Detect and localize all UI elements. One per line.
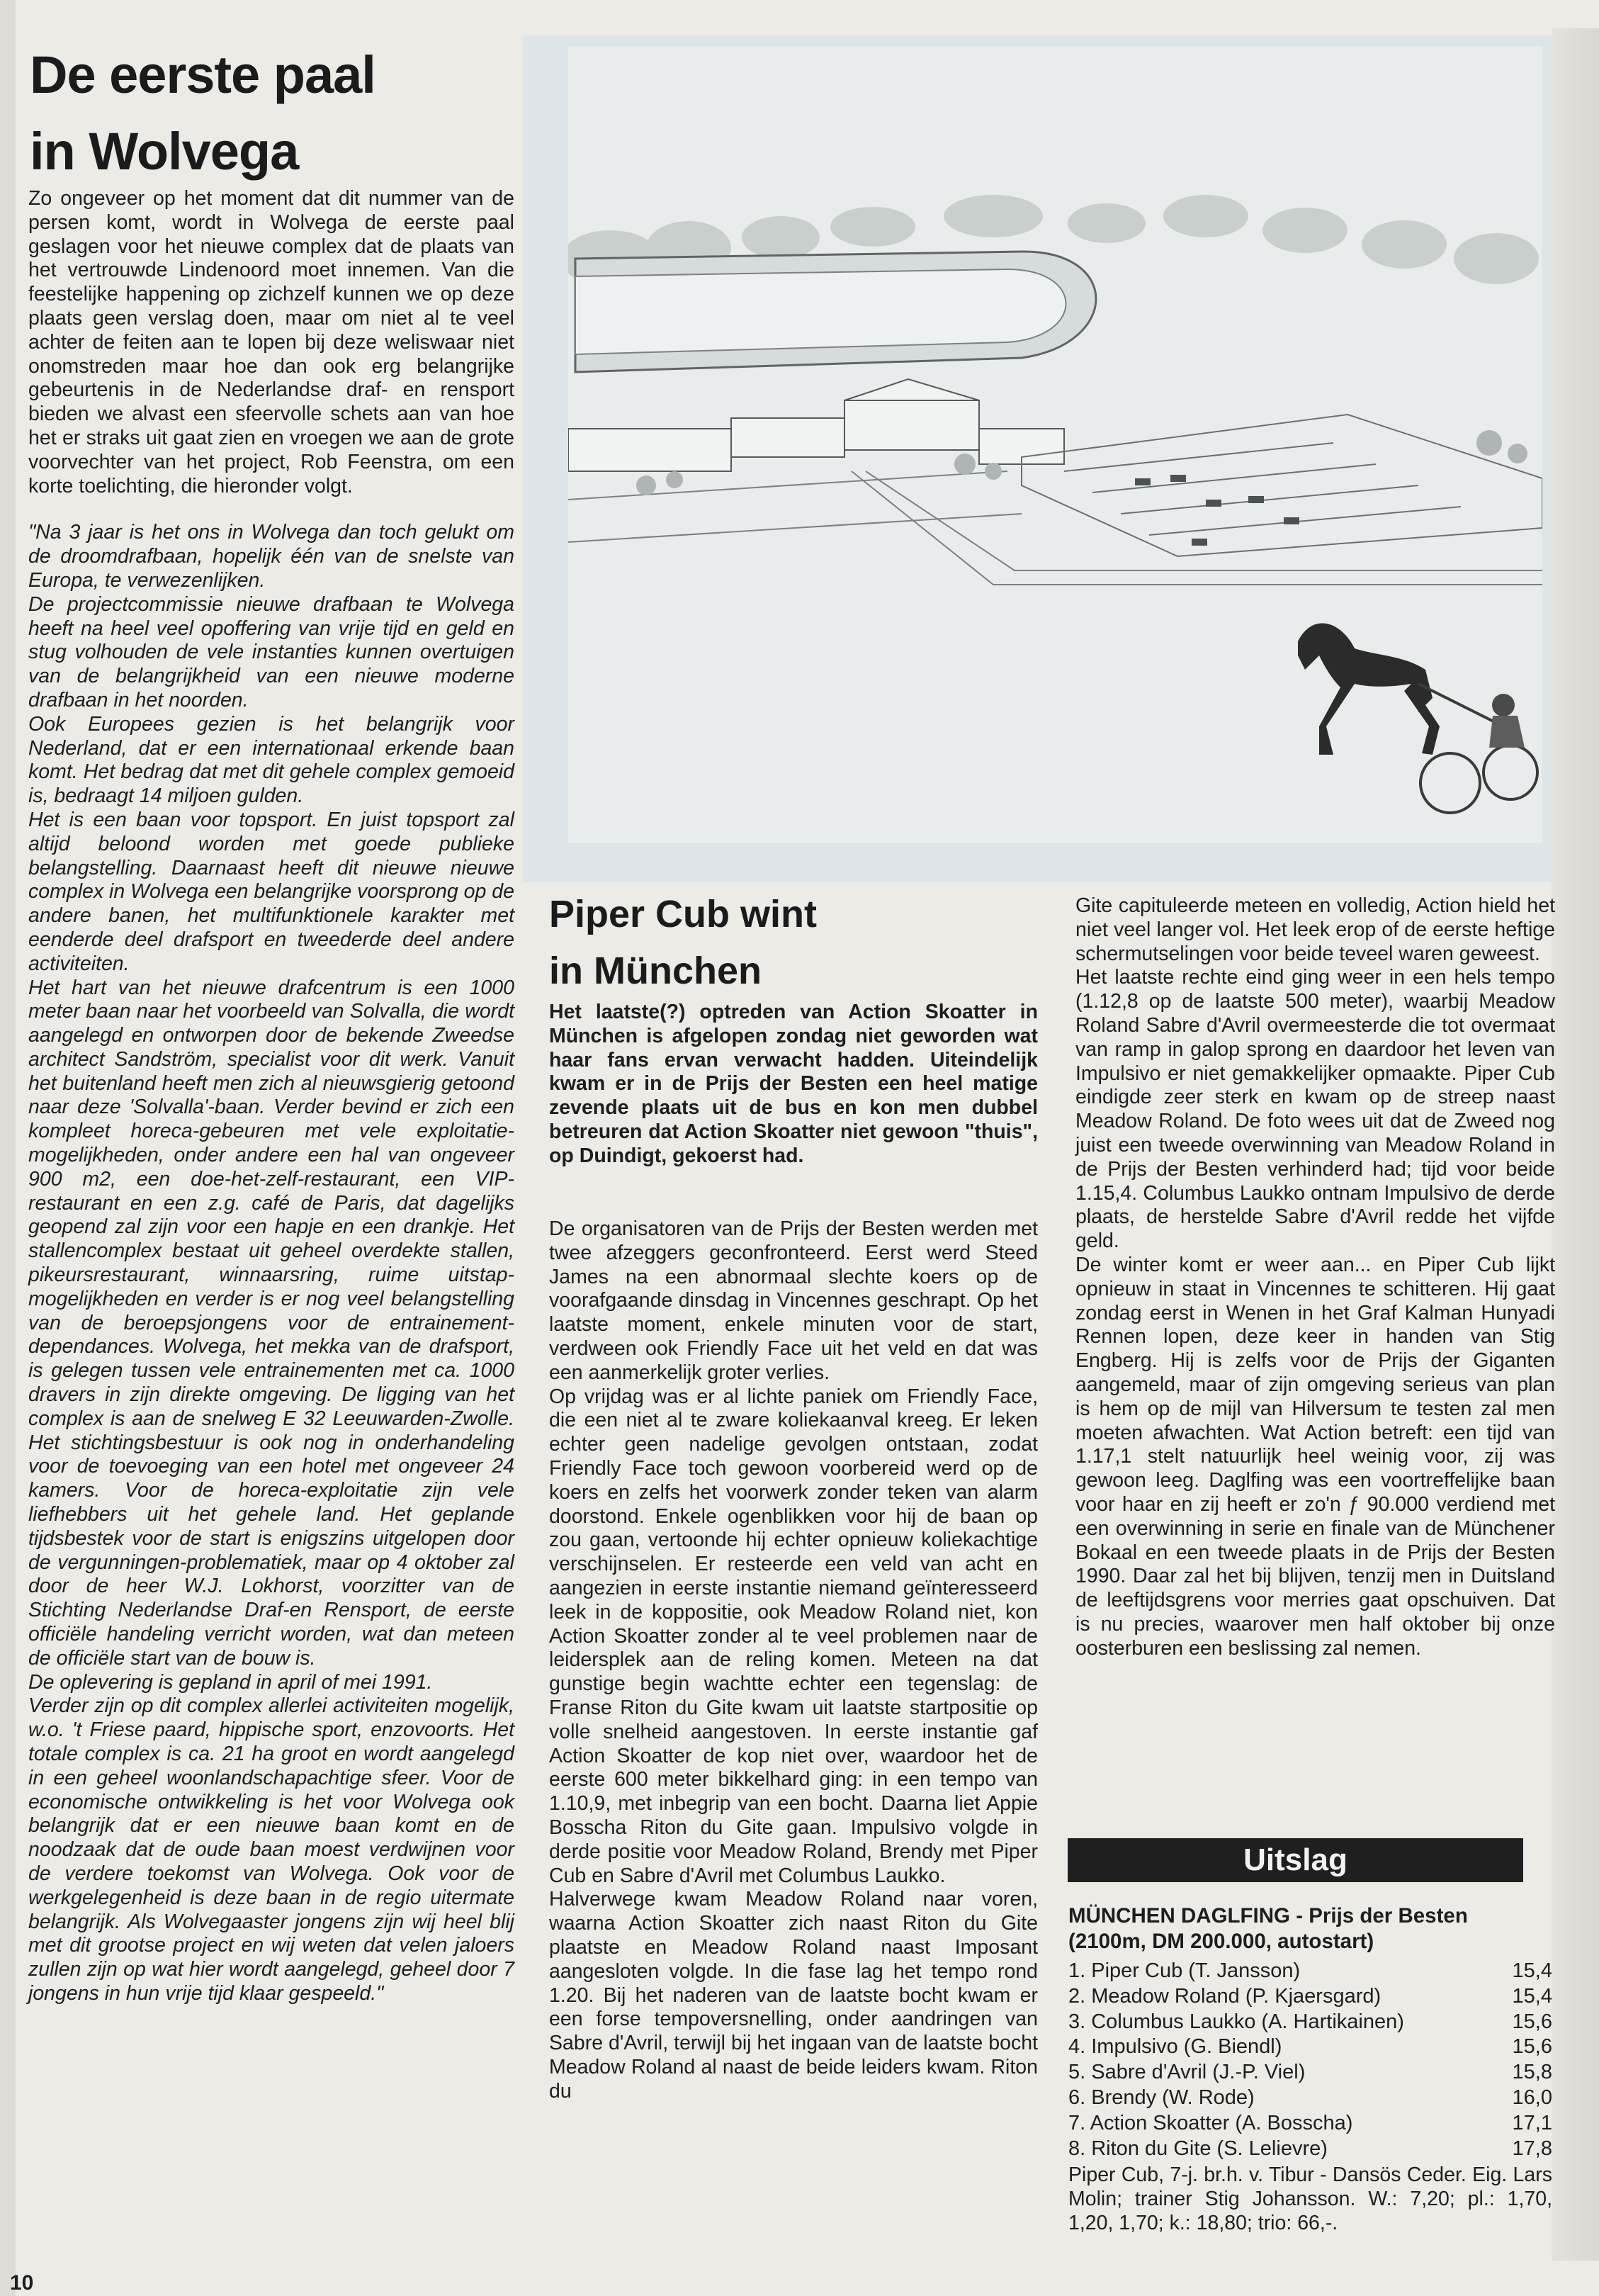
results-header: Uitslag: [1068, 1838, 1523, 1882]
result-time: 15,6: [1512, 2035, 1552, 2059]
result-row: [1068, 2137, 1552, 2162]
result-name: 8. Riton du Gite (S. Lelievre): [1068, 2137, 1328, 2160]
article2-title-line1: Piper Cub wint: [549, 893, 817, 935]
result-name: 3. Columbus Laukko (A. Hartikainen): [1068, 2010, 1404, 2033]
result-name: 2. Meadow Roland (P. Kjaersgard): [1068, 1984, 1382, 2008]
quote-paragraph: "Na 3 jaar is het ons in Wolvega dan toch gelukt om de droomdrafbaan, hopelijk één van de snelste van Europa, te verwezenlijken.: [28, 521, 514, 592]
result-row: [1068, 2111, 1552, 2137]
quote-paragraph: Verder zijn op dit complex allerlei activiteiten mogelijk, w.o. 't Friese paard, hippische sport, enzovoorts. Het totale complex is ca. 21 ha groot en wordt aangelegd in een geheel woonlandschapachtige sfeer. Voor de economische ontwikkeling is het voor Wolvega ook belangrijk dat er een nieuwe baan komt en de noodzaak dat de oude baan moest verdwijnen voor de verdere toekomst van Wolvega. Ook voor de werkgelegenheid is deze baan in de regio uitermate belangrijk. Als Wolvegaaster jongens zijn wij heel blij met dit grootse project en wij weten dat velen jaloers zullen zijn op wat hier wordt aangelegd, geheel door 7 jongens in hun vrije tijd klaar gespeeld.": [28, 1694, 514, 2005]
results-footer: Piper Cub, 7-j. br.h. v. Tibur - Dansös Ceder. Eig. Lars Molin; trainer Stig Johansson. W.: 7,20; pl.: 1,70, 1,20, 1,70; k.: 18,80; trio: 66,-.: [1068, 2163, 1552, 2234]
racetrack-sketch-illustration: [568, 46, 1542, 843]
result-time: 15,8: [1512, 2061, 1552, 2084]
page-gutter: [0, 0, 16, 2296]
adjacent-page-bleed: [1552, 28, 1599, 2261]
article2-lead: Het laatste(?) optreden van Action Skoatter in München is afgelopen zondag niet geworden wat haar fans ervan verwacht hadden. Uiteindelijk kwam er in de Prijs der Besten een heel matige zevende plaats uit de bus en kon men dubbel betreuren dat Action Skoatter niet gewoon "thuis", op Duindigt, gekoerst had.: [549, 1001, 1038, 1167]
article2-paragraph: De winter komt er weer aan... en Piper Cub lijkt opnieuw in staat in Vincennes te schitteren. Hij gaat zondag eerst in Wenen in het Graf Kalman Hunyadi Rennen lopen, deze keer in handen van Stig Engberg. Hij is zelfs voor de Prijs der Giganten aangemeld, maar of zijn omgeving serieus van plan is hem op de mijl van Hilversum te testen zal men moeten afwachten. Wat Action betreft: een tijd van 1.17,1 stelt natuurlijk heel weinig voor, zij was gewoon leeg. Daglfing was een voortreffelijke baan voor haar en zij heeft er zo'n ƒ 90.000 verdiend met een overwinning in serie en finale van de Münchener Bokaal en een tweede plaats in de Prijs der Besten 1990. Daar zal het bij blijven, tenzij men in Duitsland de leeftijdsgrens voor merries gaat opschuiven. Dat is nu precies, waarover men half oktober bij onze oosterburen een beslissing zal nemen.: [1075, 1253, 1555, 1660]
result-time: 15,4: [1512, 1984, 1552, 2008]
result-row: [1068, 1959, 1552, 1984]
article1-body: [28, 187, 514, 2006]
result-name: 7. Action Skoatter (A. Bosscha): [1068, 2111, 1353, 2134]
results-list: [1068, 1959, 1552, 2161]
racetrack-sketch: [568, 46, 1542, 843]
result-row: [1068, 2086, 1552, 2111]
quote-paragraph: De projectcommissie nieuwe drafbaan te Wolvega heeft na heel veel opoffering van vrije tijd en geld en stug volhouden de vele instanties kunnen overtuigen van de belangrijkheid van een nieuwe moderne drafbaan in het noorden.: [28, 592, 514, 711]
result-row: [1068, 2035, 1552, 2060]
quote-paragraph: De oplevering is gepland in april of mei 1991.: [28, 1670, 433, 1694]
result-name: 4. Impulsivo (G. Biendl): [1068, 2035, 1282, 2059]
article2-paragraph: De organisatoren van de Prijs der Besten werden met twee afzeggers geconfronteerd. Eerst werd Steed James na een abnormaal slechte koers op de voorafgaande dinsdag in Vincennes geschrapt. Op het laatste moment, enkele minuten voor de start, verdween ook Friendly Face uit het veld en dat was een aanmerkelijk groter verlies.: [549, 1217, 1038, 1384]
oval-track: [575, 252, 1096, 372]
result-row: [1068, 2060, 1552, 2086]
result-row: [1068, 1984, 1552, 2010]
article2-column1: [549, 1217, 1038, 2103]
article2-paragraph: Op vrijdag was er al lichte paniek om Friendly Face, die een niet al te zware koliekaanval kreeg. Er leken echter geen nadelige gevolgen ontstaan, zodat Friendly Face toch gewoon voorbereid werd op de koers en zelfs het voorwerk zonder teken van alarm doorstond. Enkele ogenblikken voor hij de baan op zou gaan, vertoonde hij echter opnieuw koliekachtige verschijnselen. Er resteerde een veld van acht en aangezien in eerste instantie niemand geïnteresseerd leek in de koppositie, ook Meadow Roland niet, kon Action Skoatter zonder al te veel problemen naar de leidersplek aan de reling komen. Meteen na dat gunstige begin wachtte echter een tegenslag: de Franse Riton du Gite kwam uit laatste startpositie op volle snelheid aangestoven. In eerste instantie gaf Action Skoatter de kop niet over, waardoor het de eerste 600 meter bikkelhard ging: in een tempo van 1.10,9, met inbegrip van een bocht. Daarna liet Appie Bosscha Riton du Gite gaan. Impulsivo volgde in derde positie voor Meadow Roland, Brendy met Piper Cub en Sabre d'Avril met Columbus Laukko.: [549, 1385, 1038, 1887]
results-title: MÜNCHEN DAGLFING - Prijs der Besten (2100m, DM 200.000, autostart): [1068, 1904, 1468, 1953]
article2-title: [549, 886, 1059, 999]
result-name: 6. Brendy (W. Rode): [1068, 2086, 1255, 2109]
result-time: 17,8: [1512, 2137, 1552, 2160]
result-time: 17,1: [1512, 2111, 1552, 2134]
quote-paragraph: Het is een baan voor topsport. En juist topsport zal altijd beloond worden met goede publieke belangstelling. Daarnaast heeft dit nieuwe nieuwe complex in Wolvega een belangrijke voorsprong op de andere banen, het multifunktionele karakter met eenderde deel drafsport en tweederde deel andere activiteiten.: [28, 808, 514, 975]
article1-title: [30, 37, 526, 190]
article1-title-line2: in Wolvega: [30, 122, 299, 181]
article2-title-line2: in München: [549, 950, 762, 992]
result-time: 15,4: [1512, 1959, 1552, 1982]
article1-intro: Zo ongeveer op het moment dat dit nummer van de persen komt, wordt in Wolvega de eerste paal geslagen voor het nieuwe complex dat de plaats van het vertrouwde Lindenoord moet innemen. Van die feestelijke happening op zichzelf kunnen we op deze plaats geen verslag doen, maar om niet al te veel achter de feiten aan te lopen bij deze weliswaar niet onomstreden maar hoe dan ook erg belangrijke gebeurtenis in de Nederlandse draf- en rensport bieden we alvast een sfeervolle schets aan van hoe het er straks uit gaat zien en vroegen we aan de grote voorvechter van het project, Rob Feenstra, om een korte toelichting, die hieronder volgt.: [28, 187, 514, 497]
result-time: 16,0: [1512, 2086, 1552, 2109]
result-row: [1068, 2010, 1552, 2035]
quote-paragraph: Ook Europees gezien is het belangrijk voor Nederland, dat er een internationaal erkende baan komt. Het bedrag dat met dit gehele complex gemoeid is, bedraagt 14 miljoen gulden.: [28, 712, 514, 808]
result-name: 1. Piper Cub (T. Jansson): [1068, 1959, 1301, 1982]
article1-title-line1: De eerste paal: [30, 45, 375, 104]
article2-column2: [1075, 894, 1555, 1661]
result-time: 15,6: [1512, 2010, 1552, 2033]
page-number: 10: [10, 2271, 34, 2295]
article2-paragraph: Het laatste rechte eind ging weer in een hels tempo (1.12,8 op de laatste 500 meter), waarbij Meadow Roland Sabre d'Avril overmeesterde die tot overmaat van ramp in galop sprong en daardoor het leven van Impulsivo er niet gemakkelijker opmaakte. Piper Cub eindigde zeer sterk en kwam op de streep naast Meadow Roland. De foto wees uit dat de Zweed nog juist een tweede overwinning van Meadow Roland in de Prijs der Besten verhinderd had; tijd voor beide 1.15,4. Columbus Laukko ontnam Impulsivo de derde plaats, de herstelde Sabre d'Avril redde het vijfde geld.: [1075, 966, 1555, 1253]
result-name: 5. Sabre d'Avril (J.-P. Viel): [1068, 2061, 1306, 2084]
quote-paragraph: Het hart van het nieuwe drafcentrum is een 1000 meter baan naar het voorbeeld van Solvalla, die wordt aangelegd en ontworpen door de bekende Zweedse architect Sandström, specialist voor dit werk. Vanuit het buitenland heeft men zich al nieuwsgierig getoond naar deze 'Solvalla'-baan. Verder bevind er zich een kompleet horeca-gebeuren met vele exploitatie-mogelijkheden, onder andere een hal van ongeveer 900 m2, een doe-het-zelf-restaurant, een VIP-restaurant en een z.g. café de Paris, dat dagelijks geopend zal zijn voor een hapje en een drankje. Het stallencomplex bestaat uit geheel overdekte stallen, pikeursrestaurant, winnaarsring, ruime uitstap-mogelijkheden en verder is er nog veel belangstelling van de beroepsjongens voor de entrainement-dependances. Wolvega, het mekka van de drafsport, is gelegen tussen vele entrainementen met ca. 1000 dravers in zijn direkte omgeving. De ligging van het complex is aan de snelweg E 32 Leeuwarden-Zwolle. Het stichtingsbestuur is ook nog in onderhandeling voor de toevoeging van een hotel met ongeveer 24 kamers. Voor de horeca-exploitatie zijn vele liefhebbers uit het gehele land. Het geplande tijdsbestek voor de start is enigszins uitgelopen door de vergunningen-problematiek, maar op 4 oktober zal door de heer W.J. Lokhorst, voorzitter van de Stichting Nederlandse Draf-en Rensport, de eerste officiële handeling verricht worden, wat dan meteen de officiële start van de bouw is.: [28, 976, 514, 1670]
article1-quote: [28, 521, 514, 2005]
article2-paragraph: Gite capituleerde meteen en volledig, Action hield het niet veel langer vol. Het leek erop of de eerste heftige schermutselingen voor beide teveel waren geweest.: [1075, 894, 1555, 965]
article2-paragraph: Halverwege kwam Meadow Roland naar voren, waarna Action Skoatter zich naast Riton du Gite plaatste en Meadow Roland naast Imposant aangesloten volgde. In die fase lag het tempo rond 1.20. Bij het naderen van de laatste bocht kwam er een forse tempoversnelling, onder aandringen van Sabre d'Avril, terwijl bij het ingaan van de laatste bocht Meadow Roland al naast de beide leiders kwam. Riton du: [549, 1888, 1038, 2103]
